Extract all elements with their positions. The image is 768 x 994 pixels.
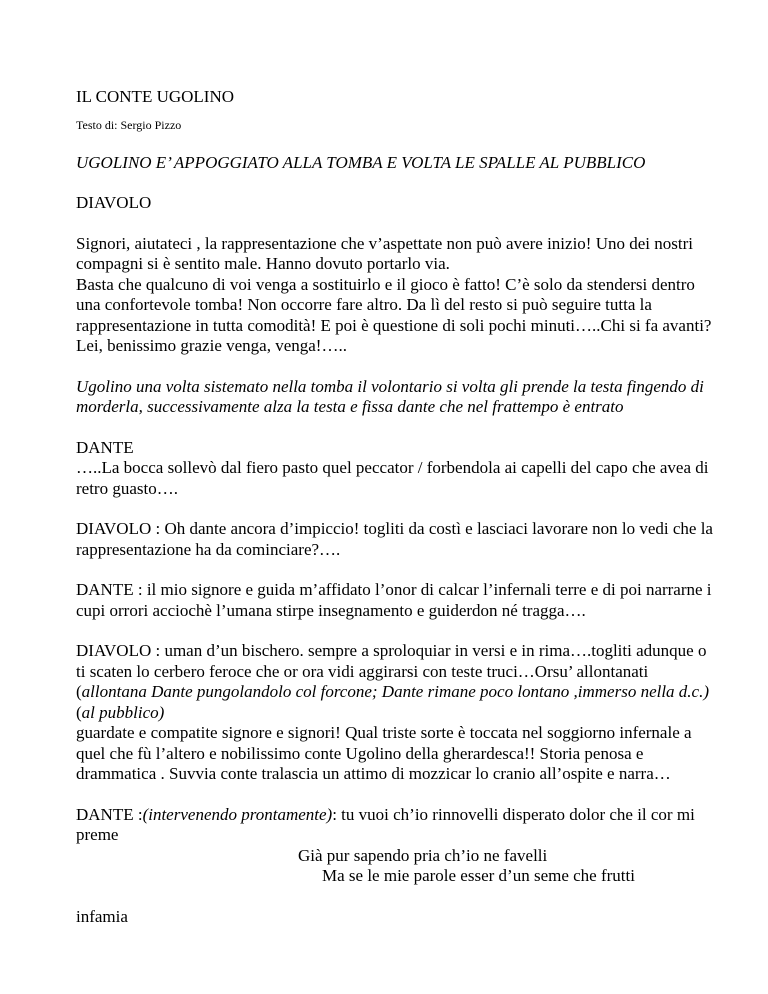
speech-text: DIAVOLO : uman d’un bischero. sempre a sproloquiar in versi e in rima….togliti adunque o ti scaten lo cerbero feroce che or ora vidi aggirarsi con teste truci…Orsu’ allontanati ( xyxy=(76,641,707,701)
speech-text: DANTE : il mio signore e guida m’affidato l’onor di calcar l’infernali terre e di poi narrarne i cupi orrori acciochè l’umana stirpe insegnamento e guiderdon né tragga…. xyxy=(76,580,712,620)
author-line: Testo di: Sergio Pizzo xyxy=(76,117,182,132)
speech-text: Signori, aiutateci , la rappresentazione che v’aspettate non può avere inizio! Uno dei nostri compagni si è sentito male. Hanno dovuto portarlo via. xyxy=(76,233,693,273)
stage-direction: UGOLINO E’ APPOGGIATO ALLA TOMBA E VOLTA LE SPALLE AL PUBBLICO xyxy=(76,152,646,172)
document-page xyxy=(76,87,716,947)
speech-block xyxy=(76,438,716,500)
stage-direction: Ugolino una volta sistemato nella tomba il volontario si volta gli prende la testa fingendo di morderla, successivamente alza la testa e fissa dante che nel frattempo è entrato xyxy=(76,376,704,416)
speech-block xyxy=(76,805,716,928)
verse-line: infamia xyxy=(76,906,128,926)
speech-text: DIAVOLO : Oh dante ancora d’impiccio! togliti da costì e lasciaci lavorare non lo vedi che la rappresentazione ha da cominciare?…. xyxy=(76,519,713,559)
speech-block xyxy=(76,641,716,785)
verse-line: Ma se le mie parole esser d’un seme che frutti xyxy=(322,866,635,885)
document-title: IL CONTE UGOLINO xyxy=(76,87,235,106)
speech-text: guardate e compatite signore e signori! Qual triste sorte è toccata nel soggiorno infernale a quel che fù l’altero e nobilissimo conte Ugolino della gherardesca!! Storia penosa e drammatica . Suvvia conte tralascia un attimo di mozzicar lo cranio all’ospite e narra… xyxy=(76,723,692,783)
speech-text: : tu vuoi ch’io rinnovelli disperato dolor che il cor mi preme xyxy=(76,804,695,844)
speaker-name: DIAVOLO xyxy=(76,193,152,212)
speech-text: …..La bocca sollevò dal fiero pasto quel peccator / forbendola ai capelli del capo che avea di retro guasto…. xyxy=(76,458,709,498)
stage-direction-inline: al pubblico) xyxy=(81,702,165,722)
speech-block xyxy=(76,234,716,357)
speech-text: Basta che qualcuno di voi venga a sostituirlo e il gioco è fatto! C’è solo da stendersi dentro una confortevole tomba! Non occorre fare altro. Da lì del resto si può seguire tutta la rappresentazione in tutta comodità! E poi è questione di soli pochi minuti…..Chi si fa avanti? Lei, benissimo grazie venga, venga!….. xyxy=(76,274,712,355)
speaker-name: DANTE : xyxy=(76,804,143,824)
paren-open: ( xyxy=(76,702,82,722)
speaker-name: DANTE xyxy=(76,437,134,457)
verse-line: Già pur sapendo pria ch’io ne favelli xyxy=(298,845,548,865)
stage-direction-inline: (intervenendo prontamente) xyxy=(142,804,333,824)
stage-direction-inline: allontana Dante pungolandolo col forcone; Dante rimane poco lontano ,immerso nella d.c.) xyxy=(81,682,710,701)
